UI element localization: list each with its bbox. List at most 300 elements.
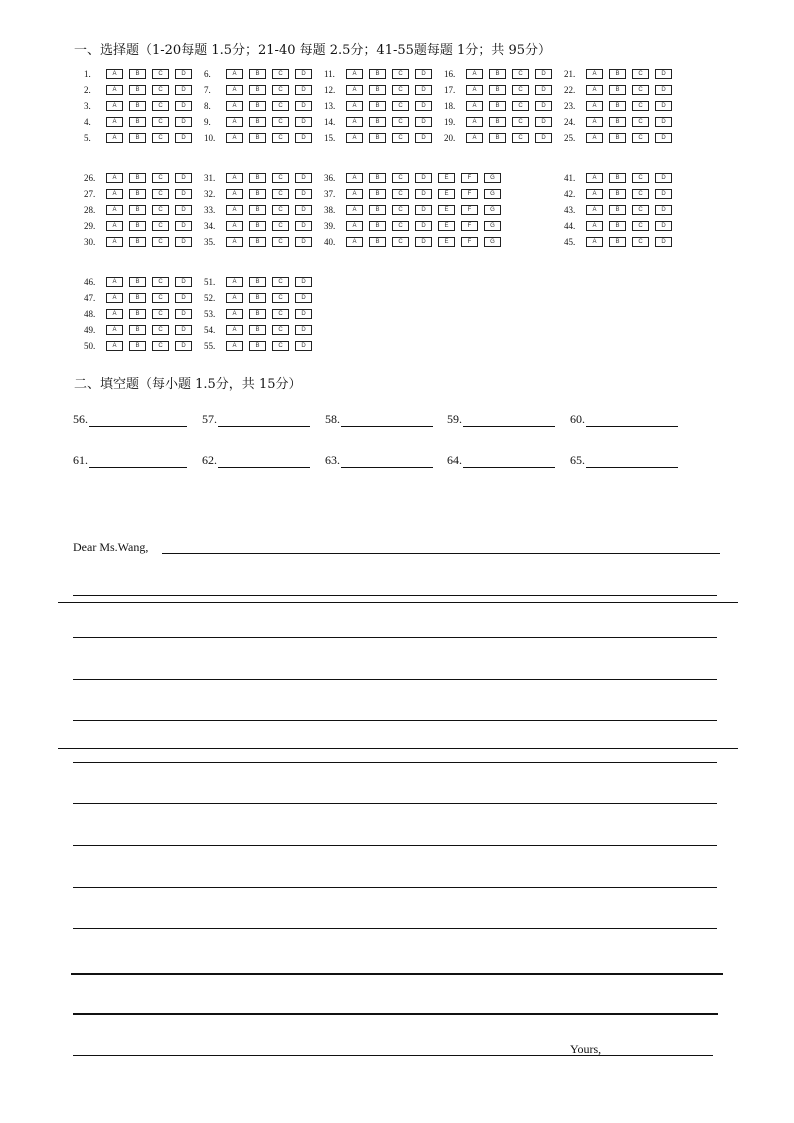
answer-bubble[interactable]: A — [346, 173, 363, 183]
answer-bubble[interactable]: D — [175, 101, 192, 111]
answer-bubble[interactable]: A — [346, 69, 363, 79]
answer-bubble[interactable]: A — [226, 277, 243, 287]
answer-bubble[interactable]: B — [249, 205, 266, 215]
answer-bubble[interactable]: C — [272, 341, 289, 351]
answer-bubble[interactable]: B — [609, 221, 626, 231]
choice-question — [564, 68, 678, 80]
answer-line[interactable] — [89, 412, 187, 427]
choice-question — [564, 132, 678, 144]
answer-bubble[interactable]: C — [512, 69, 529, 79]
answer-bubble[interactable]: B — [249, 117, 266, 127]
answer-bubble[interactable]: D — [295, 293, 312, 303]
answer-bubble[interactable]: C — [392, 221, 409, 231]
writing-line[interactable] — [73, 679, 717, 680]
answer-bubble[interactable]: A — [226, 101, 243, 111]
answer-bubble[interactable]: C — [152, 117, 169, 127]
answer-bubble[interactable]: B — [249, 221, 266, 231]
answer-bubble[interactable]: B — [249, 69, 266, 79]
answer-line[interactable] — [341, 412, 433, 427]
answer-bubble[interactable]: D — [295, 309, 312, 319]
answer-bubble[interactable]: C — [272, 277, 289, 287]
answer-bubble[interactable]: B — [609, 85, 626, 95]
writing-line[interactable] — [73, 637, 717, 638]
answer-bubble[interactable]: A — [226, 189, 243, 199]
answer-bubble[interactable]: A — [226, 173, 243, 183]
answer-bubble[interactable]: A — [106, 277, 123, 287]
answer-bubble[interactable]: A — [346, 237, 363, 247]
answer-bubble[interactable]: B — [369, 237, 386, 247]
answer-bubble[interactable]: C — [392, 205, 409, 215]
answer-bubble[interactable]: B — [129, 205, 146, 215]
answer-bubble[interactable]: A — [106, 117, 123, 127]
answer-bubble[interactable]: A — [226, 221, 243, 231]
answer-bubble[interactable]: G — [484, 189, 501, 199]
answer-bubble[interactable]: C — [152, 325, 169, 335]
answer-bubble[interactable]: D — [295, 133, 312, 143]
answer-bubble[interactable]: B — [609, 237, 626, 247]
answer-bubble[interactable]: D — [175, 173, 192, 183]
answer-bubble[interactable]: A — [586, 205, 603, 215]
answer-bubble[interactable]: A — [106, 101, 123, 111]
answer-line[interactable] — [586, 453, 678, 468]
answer-bubble[interactable]: A — [586, 101, 603, 111]
answer-bubble[interactable]: D — [295, 189, 312, 199]
answer-bubble[interactable]: C — [632, 205, 649, 215]
fill-blank — [447, 453, 555, 468]
answer-bubble[interactable]: D — [655, 101, 672, 111]
answer-bubble[interactable]: B — [249, 173, 266, 183]
answer-bubble[interactable]: D — [295, 101, 312, 111]
choice-question — [84, 276, 198, 288]
answer-bubble[interactable]: A — [586, 85, 603, 95]
answer-bubble[interactable]: B — [369, 173, 386, 183]
answer-bubble[interactable]: A — [346, 221, 363, 231]
answer-bubble[interactable]: B — [129, 277, 146, 287]
answer-bubble[interactable]: C — [272, 117, 289, 127]
answer-bubble[interactable]: A — [586, 117, 603, 127]
answer-bubble[interactable]: C — [392, 237, 409, 247]
answer-bubble[interactable]: F — [461, 237, 478, 247]
choice-question — [204, 276, 318, 288]
answer-bubble[interactable]: D — [295, 85, 312, 95]
answer-bubble[interactable]: A — [466, 101, 483, 111]
answer-bubble[interactable]: A — [106, 341, 123, 351]
answer-bubble[interactable]: D — [295, 341, 312, 351]
answer-bubble[interactable]: B — [249, 309, 266, 319]
answer-bubble[interactable]: C — [632, 173, 649, 183]
answer-line[interactable] — [463, 412, 555, 427]
question-number: 33. — [204, 205, 216, 215]
answer-line[interactable] — [341, 453, 433, 468]
answer-bubble[interactable]: A — [226, 205, 243, 215]
answer-bubble[interactable]: D — [175, 85, 192, 95]
answer-bubble[interactable]: B — [249, 341, 266, 351]
question-number: 28. — [84, 205, 96, 215]
question-number: 52. — [204, 293, 216, 303]
answer-bubble[interactable]: A — [106, 309, 123, 319]
answer-bubble[interactable]: E — [438, 173, 455, 183]
answer-bubble[interactable]: B — [609, 173, 626, 183]
answer-bubble[interactable]: A — [346, 117, 363, 127]
answer-bubble[interactable]: D — [415, 133, 432, 143]
answer-bubble[interactable]: D — [295, 237, 312, 247]
answer-bubble[interactable]: A — [226, 325, 243, 335]
answer-bubble[interactable]: D — [415, 189, 432, 199]
answer-bubble[interactable]: C — [152, 85, 169, 95]
answer-bubble[interactable]: A — [226, 309, 243, 319]
answer-bubble[interactable]: B — [249, 237, 266, 247]
answer-bubble[interactable]: C — [152, 133, 169, 143]
answer-bubble[interactable]: B — [129, 69, 146, 79]
answer-bubble[interactable]: D — [295, 277, 312, 287]
answer-bubble[interactable]: A — [106, 189, 123, 199]
answer-bubble[interactable]: B — [249, 325, 266, 335]
blank-number: 60. — [570, 412, 585, 426]
answer-bubble[interactable]: D — [535, 101, 552, 111]
answer-bubble[interactable]: E — [438, 221, 455, 231]
answer-bubble[interactable]: B — [369, 221, 386, 231]
answer-bubble[interactable]: A — [106, 133, 123, 143]
choice-question — [204, 220, 318, 232]
answer-bubble[interactable]: C — [392, 85, 409, 95]
answer-bubble[interactable]: D — [175, 205, 192, 215]
answer-bubble[interactable]: C — [272, 221, 289, 231]
answer-bubble[interactable]: D — [415, 221, 432, 231]
answer-bubble[interactable]: D — [655, 117, 672, 127]
answer-bubble[interactable]: A — [346, 101, 363, 111]
answer-bubble[interactable]: D — [415, 173, 432, 183]
answer-bubble[interactable]: A — [106, 325, 123, 335]
question-number: 13. — [324, 101, 336, 111]
choice-question — [204, 172, 318, 184]
answer-bubble[interactable]: G — [484, 173, 501, 183]
answer-bubble[interactable]: A — [106, 293, 123, 303]
answer-bubble[interactable]: D — [175, 221, 192, 231]
question-number: 22. — [564, 85, 576, 95]
answer-bubble[interactable]: C — [272, 293, 289, 303]
answer-bubble[interactable]: D — [295, 325, 312, 335]
answer-bubble[interactable]: C — [152, 237, 169, 247]
answer-bubble[interactable]: C — [272, 69, 289, 79]
answer-bubble[interactable]: C — [272, 133, 289, 143]
question-number: 15. — [324, 133, 336, 143]
answer-bubble[interactable]: B — [609, 205, 626, 215]
answer-bubble[interactable]: D — [295, 205, 312, 215]
answer-bubble[interactable]: B — [249, 133, 266, 143]
answer-bubble[interactable]: C — [512, 85, 529, 95]
answer-bubble[interactable]: A — [586, 221, 603, 231]
writing-line[interactable] — [73, 1055, 570, 1056]
choice-question — [204, 236, 318, 248]
answer-line[interactable] — [586, 412, 678, 427]
answer-bubble[interactable]: F — [461, 221, 478, 231]
answer-bubble[interactable]: B — [489, 69, 506, 79]
answer-bubble[interactable]: C — [272, 85, 289, 95]
question-number: 23. — [564, 101, 576, 111]
answer-bubble[interactable]: D — [175, 293, 192, 303]
question-number: 39. — [324, 221, 336, 231]
answer-bubble[interactable]: D — [535, 117, 552, 127]
answer-bubble[interactable]: B — [129, 189, 146, 199]
answer-bubble[interactable]: D — [655, 85, 672, 95]
answer-bubble[interactable]: C — [152, 293, 169, 303]
answer-bubble[interactable]: B — [129, 85, 146, 95]
answer-bubble[interactable]: B — [369, 85, 386, 95]
answer-bubble[interactable]: D — [535, 85, 552, 95]
writing-line[interactable] — [73, 887, 717, 888]
fill-blank — [570, 453, 678, 468]
letter-closing — [570, 1042, 713, 1056]
writing-line[interactable] — [73, 1013, 718, 1015]
answer-bubble[interactable]: G — [484, 237, 501, 247]
answer-bubble[interactable]: B — [369, 117, 386, 127]
answer-bubble[interactable]: D — [655, 205, 672, 215]
answer-bubble[interactable]: B — [489, 117, 506, 127]
answer-bubble[interactable]: B — [129, 309, 146, 319]
writing-line[interactable] — [73, 595, 717, 596]
answer-bubble[interactable]: D — [655, 69, 672, 79]
answer-bubble[interactable]: D — [655, 173, 672, 183]
answer-bubble[interactable]: E — [438, 189, 455, 199]
answer-bubble[interactable]: A — [346, 133, 363, 143]
answer-bubble[interactable]: B — [609, 101, 626, 111]
answer-bubble[interactable]: A — [586, 173, 603, 183]
answer-bubble[interactable]: B — [129, 117, 146, 127]
answer-bubble[interactable]: C — [392, 101, 409, 111]
answer-bubble[interactable]: A — [586, 133, 603, 143]
writing-line[interactable] — [73, 803, 717, 804]
answer-bubble[interactable]: A — [226, 117, 243, 127]
answer-bubble[interactable]: D — [415, 69, 432, 79]
answer-bubble[interactable]: B — [249, 85, 266, 95]
answer-bubble[interactable]: D — [175, 341, 192, 351]
writing-line[interactable] — [73, 762, 717, 763]
answer-bubble[interactable]: A — [226, 85, 243, 95]
answer-bubble[interactable]: A — [586, 237, 603, 247]
answer-bubble[interactable]: F — [461, 205, 478, 215]
answer-bubble[interactable]: A — [106, 221, 123, 231]
answer-bubble[interactable]: B — [369, 189, 386, 199]
question-number: 17. — [444, 85, 456, 95]
answer-bubble[interactable]: A — [586, 189, 603, 199]
answer-bubble[interactable]: E — [438, 205, 455, 215]
answer-bubble[interactable]: D — [175, 133, 192, 143]
answer-bubble[interactable]: B — [249, 101, 266, 111]
answer-bubble[interactable]: B — [249, 293, 266, 303]
question-number: 40. — [324, 237, 336, 247]
answer-bubble[interactable]: D — [655, 133, 672, 143]
answer-bubble[interactable]: D — [655, 237, 672, 247]
answer-bubble[interactable]: G — [484, 221, 501, 231]
answer-bubble[interactable]: D — [295, 117, 312, 127]
answer-bubble[interactable]: D — [415, 85, 432, 95]
answer-bubble[interactable]: A — [226, 237, 243, 247]
question-number: 43. — [564, 205, 576, 215]
choice-question — [204, 116, 318, 128]
answer-bubble[interactable]: C — [392, 133, 409, 143]
answer-bubble[interactable]: A — [106, 173, 123, 183]
answer-bubble[interactable]: D — [415, 117, 432, 127]
answer-bubble[interactable]: B — [129, 325, 146, 335]
answer-bubble[interactable]: C — [392, 173, 409, 183]
answer-bubble[interactable]: C — [632, 69, 649, 79]
answer-bubble[interactable]: B — [129, 133, 146, 143]
answer-bubble[interactable]: C — [152, 69, 169, 79]
answer-bubble[interactable]: G — [484, 205, 501, 215]
answer-bubble[interactable]: A — [466, 69, 483, 79]
answer-bubble[interactable]: B — [129, 293, 146, 303]
answer-bubble[interactable]: D — [175, 117, 192, 127]
answer-bubble[interactable]: A — [226, 69, 243, 79]
answer-bubble[interactable]: B — [129, 173, 146, 183]
answer-bubble[interactable]: C — [272, 309, 289, 319]
answer-bubble[interactable]: A — [106, 205, 123, 215]
answer-bubble[interactable]: A — [466, 117, 483, 127]
answer-bubble[interactable]: D — [175, 69, 192, 79]
answer-bubble[interactable]: C — [152, 221, 169, 231]
answer-bubble[interactable]: D — [655, 221, 672, 231]
answer-bubble[interactable]: F — [461, 189, 478, 199]
answer-bubble[interactable]: D — [535, 69, 552, 79]
question-number: 55. — [204, 341, 216, 351]
answer-bubble[interactable]: C — [272, 237, 289, 247]
answer-bubble[interactable]: C — [632, 85, 649, 95]
writing-line[interactable] — [73, 720, 717, 721]
answer-bubble[interactable]: B — [129, 237, 146, 247]
choice-question — [564, 116, 678, 128]
writing-line[interactable] — [71, 973, 723, 975]
answer-bubble[interactable]: E — [438, 237, 455, 247]
answer-bubble[interactable]: D — [295, 221, 312, 231]
answer-bubble[interactable]: B — [249, 189, 266, 199]
answer-bubble[interactable]: A — [346, 85, 363, 95]
answer-bubble[interactable]: A — [226, 341, 243, 351]
answer-bubble[interactable]: B — [129, 341, 146, 351]
answer-bubble[interactable]: D — [175, 309, 192, 319]
answer-bubble[interactable]: B — [129, 221, 146, 231]
answer-bubble[interactable]: B — [489, 101, 506, 111]
answer-bubble[interactable]: C — [632, 189, 649, 199]
answer-bubble[interactable]: C — [632, 101, 649, 111]
answer-bubble[interactable]: D — [175, 189, 192, 199]
answer-bubble[interactable]: A — [466, 133, 483, 143]
choice-question — [204, 68, 318, 80]
question-number: 3. — [84, 101, 91, 111]
answer-bubble[interactable]: D — [535, 133, 552, 143]
answer-bubble[interactable]: B — [609, 117, 626, 127]
answer-bubble[interactable]: A — [106, 237, 123, 247]
answer-bubble[interactable]: A — [346, 189, 363, 199]
answer-bubble[interactable]: C — [272, 189, 289, 199]
answer-bubble[interactable]: C — [272, 205, 289, 215]
answer-bubble[interactable]: A — [106, 85, 123, 95]
answer-bubble[interactable]: C — [632, 133, 649, 143]
choice-question — [324, 220, 507, 232]
writing-line[interactable] — [73, 928, 717, 929]
answer-bubble[interactable]: D — [415, 101, 432, 111]
answer-bubble[interactable]: A — [226, 293, 243, 303]
answer-bubble[interactable]: C — [152, 173, 169, 183]
answer-bubble[interactable]: B — [249, 277, 266, 287]
answer-bubble[interactable]: A — [466, 85, 483, 95]
answer-bubble[interactable]: F — [461, 173, 478, 183]
answer-bubble[interactable]: B — [489, 133, 506, 143]
choice-question — [204, 132, 318, 144]
answer-bubble[interactable]: C — [632, 117, 649, 127]
answer-bubble[interactable]: D — [175, 325, 192, 335]
answer-bubble[interactable]: C — [632, 221, 649, 231]
answer-bubble[interactable]: A — [346, 205, 363, 215]
answer-bubble[interactable]: D — [175, 277, 192, 287]
writing-line[interactable] — [162, 553, 720, 554]
question-number: 46. — [84, 277, 96, 287]
choice-question — [204, 100, 318, 112]
answer-bubble[interactable]: C — [392, 189, 409, 199]
writing-line[interactable] — [73, 845, 717, 846]
answer-bubble[interactable]: B — [369, 133, 386, 143]
answer-bubble[interactable]: A — [226, 133, 243, 143]
answer-bubble[interactable]: C — [152, 341, 169, 351]
fill-blank — [73, 453, 187, 468]
answer-bubble[interactable]: D — [295, 173, 312, 183]
answer-line[interactable] — [218, 453, 310, 468]
answer-bubble[interactable]: D — [415, 237, 432, 247]
answer-bubble[interactable]: D — [415, 205, 432, 215]
answer-line[interactable] — [89, 453, 187, 468]
answer-bubble[interactable]: A — [586, 69, 603, 79]
answer-bubble[interactable]: C — [152, 309, 169, 319]
answer-bubble[interactable]: B — [129, 101, 146, 111]
question-number: 53. — [204, 309, 216, 319]
answer-bubble[interactable]: C — [392, 69, 409, 79]
answer-bubble[interactable]: B — [609, 69, 626, 79]
answer-bubble[interactable]: C — [272, 325, 289, 335]
answer-bubble[interactable]: C — [272, 173, 289, 183]
answer-line[interactable] — [218, 412, 310, 427]
divider-line — [58, 602, 738, 603]
answer-bubble[interactable]: C — [512, 101, 529, 111]
answer-bubble[interactable]: B — [369, 205, 386, 215]
answer-line[interactable] — [463, 453, 555, 468]
answer-bubble[interactable]: C — [632, 237, 649, 247]
answer-bubble[interactable]: B — [369, 69, 386, 79]
choice-question — [204, 84, 318, 96]
answer-bubble[interactable]: C — [392, 117, 409, 127]
answer-bubble[interactable]: C — [272, 101, 289, 111]
answer-bubble[interactable]: C — [152, 101, 169, 111]
answer-bubble[interactable]: C — [152, 189, 169, 199]
answer-bubble[interactable]: C — [512, 117, 529, 127]
answer-bubble[interactable]: D — [175, 237, 192, 247]
answer-bubble[interactable]: D — [295, 69, 312, 79]
answer-bubble[interactable]: C — [512, 133, 529, 143]
fill-blank — [73, 412, 187, 427]
answer-bubble[interactable]: B — [609, 133, 626, 143]
answer-bubble[interactable]: B — [609, 189, 626, 199]
section2-title: 二、填空题（每小题 1.5分，共 15分） — [74, 377, 302, 392]
blank-number: 63. — [325, 453, 340, 467]
answer-bubble[interactable]: A — [106, 69, 123, 79]
choice-question — [84, 172, 198, 184]
answer-bubble[interactable]: D — [655, 189, 672, 199]
answer-bubble[interactable]: B — [489, 85, 506, 95]
fill-blank — [325, 453, 433, 468]
answer-bubble[interactable]: B — [369, 101, 386, 111]
answer-bubble[interactable]: C — [152, 205, 169, 215]
answer-bubble[interactable]: C — [152, 277, 169, 287]
choice-question — [204, 340, 318, 352]
blank-number: 65. — [570, 453, 585, 467]
